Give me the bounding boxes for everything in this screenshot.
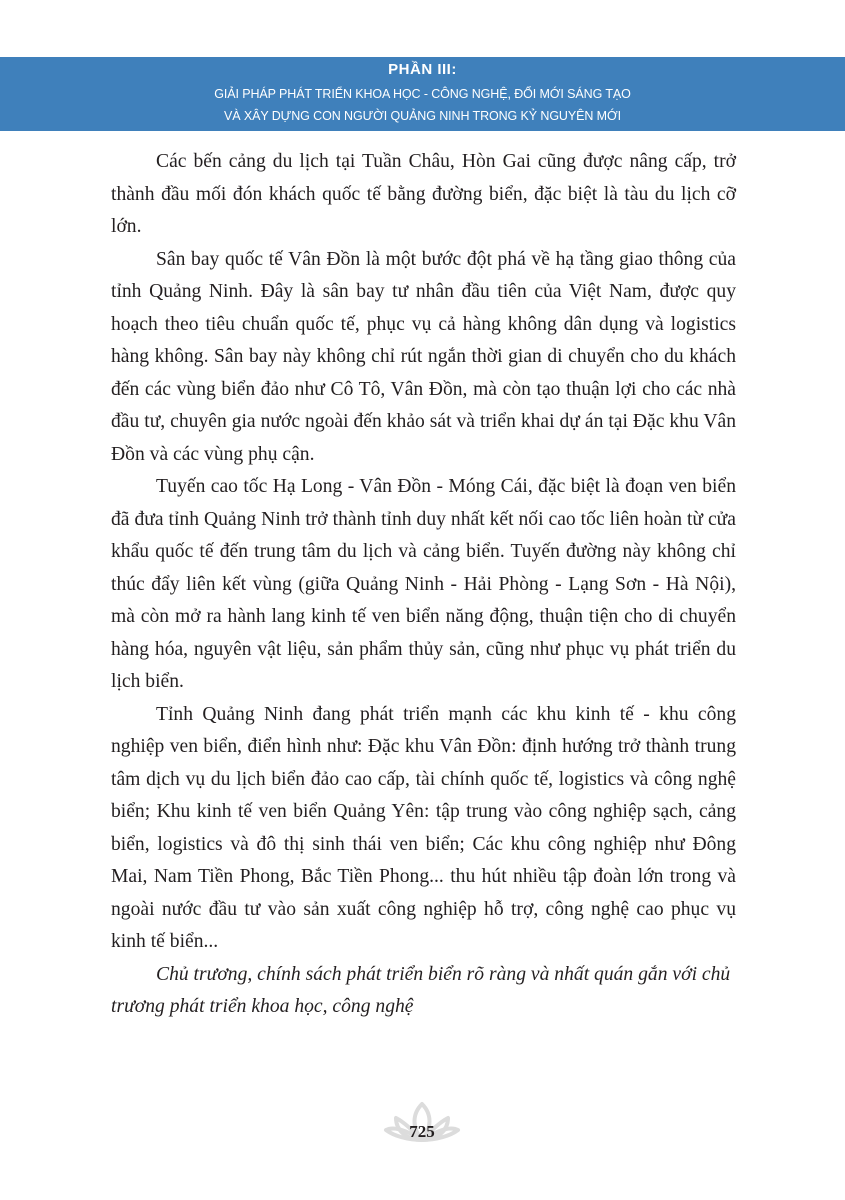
- paragraph: Tỉnh Quảng Ninh đang phát triển mạnh các khu kinh tế - khu công nghiệp ven biển, điển hình như: Đặc khu Vân Đồn: định hướng trở thành trung tâm dịch vụ du lịch biển đảo cao cấp, tài chính quốc tế, logistics và công nghệ biển; Khu kinh tế ven biển Quảng Yên: tập trung vào công nghiệp sạch, cảng biển, logistics và đô thị sinh thái ven biển; Các khu công nghiệp như Đông Mai, Nam Tiền Phong, Bắc Tiền Phong... thu hút nhiều tập đoàn lớn trong và ngoài nước đầu tư vào sản xuất công nghiệp hỗ trợ, công nghệ cao phục vụ kinh tế biển...: [111, 703, 736, 952]
- part-subtitle-line-1: GIẢI PHÁP PHÁT TRIỂN KHOA HỌC - CÔNG NGHỆ, ĐỔI MỚI SÁNG TẠO: [214, 87, 631, 101]
- italic-section-heading: Chủ trương, chính sách phát triển biển rõ ràng và nhất quán gắn với chủ trương phát triển khoa học, công nghệ: [111, 963, 731, 1017]
- paragraph: Tuyến cao tốc Hạ Long - Vân Đồn - Móng Cái, đặc biệt là đoạn ven biển đã đưa tỉnh Quảng Ninh trở thành tỉnh duy nhất kết nối cao tốc liên hoàn từ cửa khẩu quốc tế đến trung tâm du lịch và cảng biển. Tuyến đường này không chỉ thúc đẩy liên kết vùng (giữa Quảng Ninh - Hải Phòng - Lạng Sơn - Hà Nội), mà còn mở ra hành lang kinh tế ven biển năng động, thuận tiện cho di chuyển hàng hóa, nguyên vật liệu, sản phẩm thủy sản, cũng như phục vụ phát triển du lịch biển.: [111, 476, 736, 692]
- body-text: [111, 146, 736, 1024]
- page-number: 725: [409, 1122, 435, 1141]
- paragraph: Các bến cảng du lịch tại Tuần Châu, Hòn Gai cũng được nâng cấp, trở thành đầu mối đón khách quốc tế bằng đường biển, đặc biệt là tàu du lịch cỡ lớn.: [111, 151, 736, 237]
- page-footer: [382, 1100, 462, 1148]
- part-subtitle-line-2: VÀ XÂY DỰNG CON NGƯỜI QUẢNG NINH TRONG KỶ NGUYÊN MỚI: [224, 109, 621, 123]
- chapter-header-band: [0, 57, 845, 131]
- part-title: PHẦN III:: [388, 61, 457, 78]
- paragraph: Sân bay quốc tế Vân Đồn là một bước đột phá về hạ tầng giao thông của tỉnh Quảng Ninh. Đây là sân bay tư nhân đầu tiên của Việt Nam, được quy hoạch theo tiêu chuẩn quốc tế, phục vụ cả hàng không dân dụng và logistics hàng không. Sân bay này không chỉ rút ngắn thời gian di chuyển cho du khách đến các vùng biển đảo như Cô Tô, Vân Đồn, mà còn tạo thuận lợi cho các nhà đầu tư, chuyên gia nước ngoài đến khảo sát và triển khai dự án tại Đặc khu Vân Đồn và các vùng phụ cận.: [111, 248, 736, 465]
